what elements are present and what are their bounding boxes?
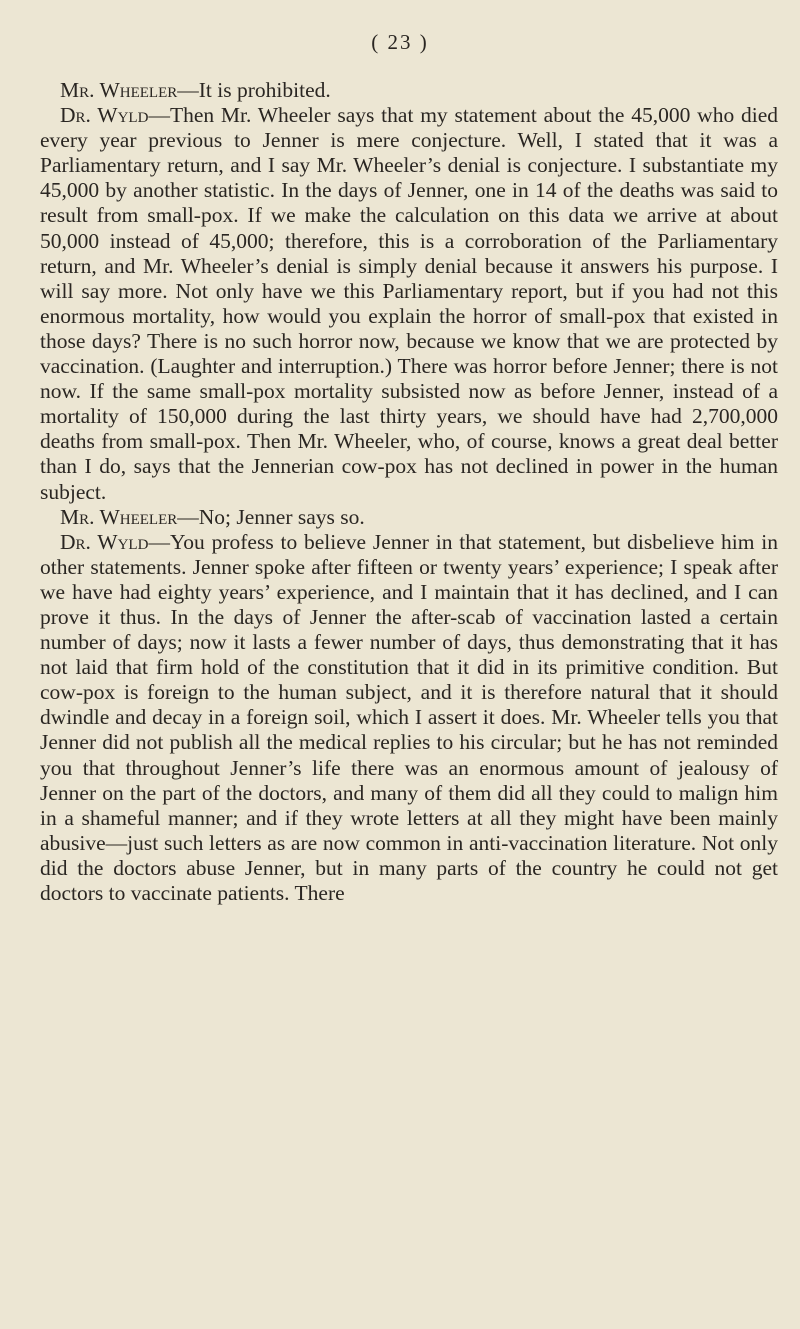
speaker-name: Mr. Wheeler xyxy=(60,78,178,102)
paragraph xyxy=(40,530,778,906)
page-body xyxy=(40,78,778,906)
paragraph-text: —You profess to believe Jenner in that statement, but disbelieve him in other statements. Jenner spoke after fifteen or twenty years’ experience; I speak after we have had eighty years’ experience, and I maintain that it has declined, and I can prove it thus. In the days of Jenner the after-scab of vaccination lasted a certain number of days; now it lasts a fewer number of days, thus demonstrating that it has not laid that firm hold of the constitution that it did in its primitive condition. But cow-pox is foreign to the human subject, and it is therefore natural that it should dwindle and decay in a foreign soil, which I assert it does. Mr. Wheeler tells you that Jenner did not publish all the medical replies to his circular; but he has not reminded you that throughout Jenner’s life there was an enormous amount of jealousy of Jenner on the part of the doctors, and many of them did all they could to malign him in a shameful manner; and if they wrote letters at all they might have been mainly abusive—just such letters as are now common in anti-vaccination literature. Not only did the doctors abuse Jenner, but in many parts of the country he could not get doctors to vaccinate patients. There xyxy=(40,529,779,905)
paragraph-text: —No; Jenner says so. xyxy=(177,504,365,529)
paragraph-text: —It is prohibited. xyxy=(177,78,331,102)
paragraph xyxy=(40,505,778,530)
paragraph-text: —Then Mr. Wheeler says that my statement about the 45,000 who died every year previous to Jenner is mere conjecture. Well, I stated that it was a Parliamentary return, and I say Mr. Wheeler’s denial is conjecture. I substantiate my 45,000 by another statistic. In the days of Jenner, one in 14 of the deaths was said to result from small-pox. If we make the calculation on this data we arrive at about 50,000 instead of 45,000; therefore, this is a corroboration of the Parliamentary return, and Mr. Wheeler’s denial is simply denial because it answers his purpose. I will say more. Not only have we this Parliamentary report, but if you had not this enormous mortality, how would you explain the horror of small-pox that existed in those days? There is no such horror now, because we know that we are protected by vaccination. (Laughter and interruption.) There was horror before Jenner; there is not now. If the same small-pox mortality subsisted now as before Jenner, instead of a mortality of 150,000 during the last thirty years, we should have had 2,700,000 deaths from small-pox. Then Mr. Wheeler, who, of course, knows a great deal better than I do, says that the Jennerian cow-pox has not declined in power in the human subject. xyxy=(40,103,779,504)
page-number: ( 23 ) xyxy=(371,30,429,54)
paragraph xyxy=(40,78,778,103)
speaker-name: Dr. Wyld xyxy=(60,103,149,128)
speaker-name: Dr. Wyld xyxy=(60,529,149,554)
speaker-name: Mr. Wheeler xyxy=(60,504,178,529)
paragraph xyxy=(40,103,778,505)
